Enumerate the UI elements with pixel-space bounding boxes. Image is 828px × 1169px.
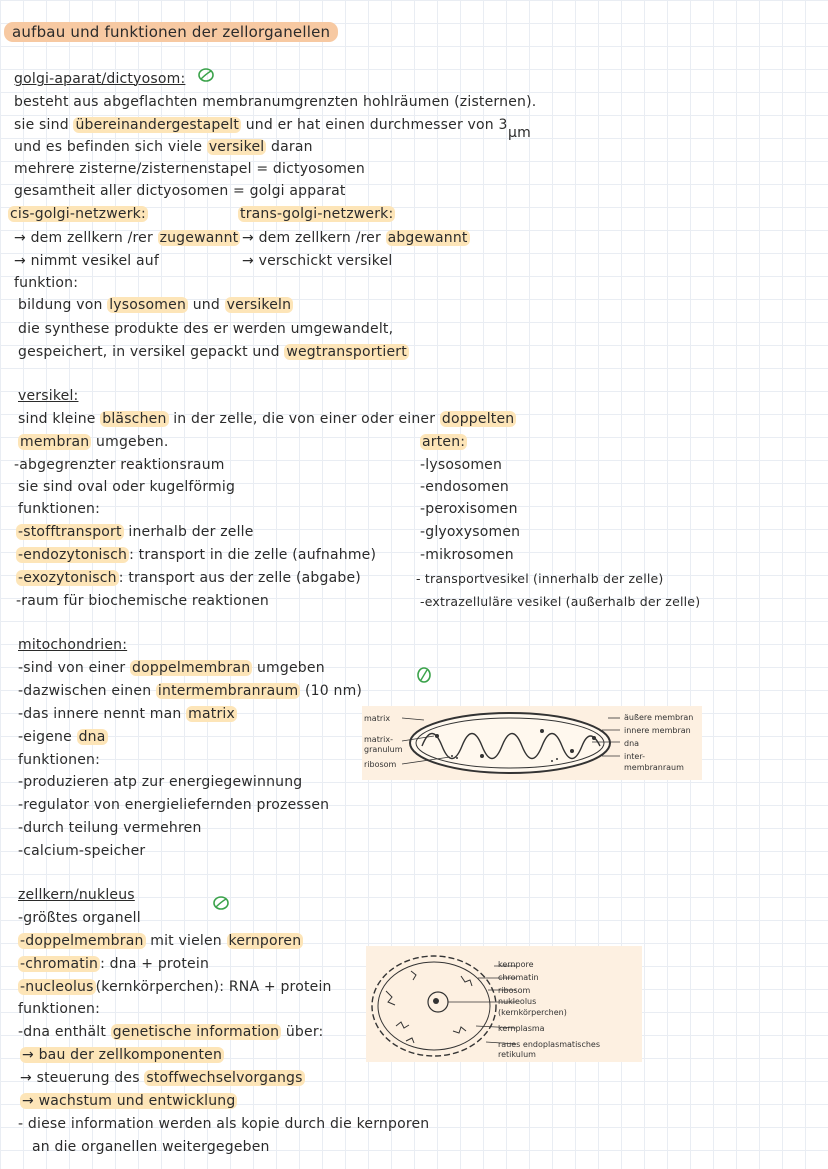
vesikel-func-1 <box>16 523 254 541</box>
nucleus-label-rer-1: raues endoplasmatisches <box>498 1040 601 1049</box>
vesikel-type-6: - transportvesikel (innerhalb der zelle) <box>416 571 664 586</box>
golgi-heading-text: golgi-aparat/dictyosom <box>14 71 181 87</box>
nucleus-l4a: -nucleolus <box>20 979 94 995</box>
vesikel-f3a: -exozytonisch <box>18 570 117 586</box>
page-title-text: aufbau und funktionen der zellorganellen <box>4 22 338 42</box>
golgi-line-1: besteht aus abgeflachten membranumgrenzten hohlräumen (zisternen). <box>14 94 537 110</box>
vesikel-l1b: bläschen <box>102 411 167 427</box>
mito-l4b: dna <box>78 729 106 745</box>
mito-line-4 <box>18 728 108 746</box>
mito-l3b: matrix <box>188 706 235 722</box>
mito-func-4: -calcium-speicher <box>18 843 146 859</box>
vesikel-l1c: in der zelle, die von einer oder einer <box>168 411 440 427</box>
vesikel-f3b: : transport aus der zelle (abgabe) <box>118 570 361 586</box>
golgi-line-2a: sie sind <box>14 117 74 133</box>
golgi-heading <box>14 70 185 88</box>
mito-l1b: doppelmembran <box>132 660 251 676</box>
nucleus-line-4 <box>18 978 332 996</box>
cis-heading-text: cis-golgi-netzwerk: <box>10 206 146 222</box>
leaf-icon <box>415 666 433 684</box>
cis-line-1b: zugewannt <box>159 230 239 246</box>
vesikel-l1a: sind kleine <box>18 411 101 427</box>
mito-label-intermembrane-2: membranraum <box>624 763 684 772</box>
cis-line-2: → nimmt vesikel auf <box>14 253 159 269</box>
mito-line-2 <box>18 682 362 700</box>
trans-line-1b: abgewannt <box>387 230 468 246</box>
vesikel-func-2 <box>16 546 376 564</box>
vesikel-type-1: -lysosomen <box>420 457 503 473</box>
nucleus-label-rer-2: retikulum <box>498 1050 536 1059</box>
golgi-function-1 <box>18 296 293 314</box>
cis-heading <box>8 205 148 223</box>
nucleus-l2b: mit vielen <box>145 933 227 949</box>
nucleus-func-label: funktionen: <box>18 1001 101 1017</box>
golgi-line-4: mehrere zisterne/zisternenstapel = dictyosomen <box>14 161 365 177</box>
nucleus-f1c: über: <box>281 1024 324 1040</box>
mito-heading: mitochondrien: <box>18 637 128 653</box>
golgi-line-3a: und es befinden sich viele <box>14 139 207 155</box>
vesikel-f1b: inerhalb der zelle <box>123 524 254 540</box>
golgi-f1d: versikeln <box>226 297 292 313</box>
vesikel-func-4: -raum für biochemische reaktionen <box>16 593 269 609</box>
nucleus-func-6: an die organellen weitergegeben <box>32 1139 270 1155</box>
trans-line-1a: → dem zellkern /rer <box>242 230 386 246</box>
nucleus-f4-text: → wachstum und entwicklung <box>22 1093 236 1109</box>
nucleus-l2c: kernporen <box>228 933 302 949</box>
trans-heading <box>238 205 395 223</box>
golgi-unit: μm <box>508 125 531 141</box>
vesikel-type-7: -extrazelluläre vesikel (außerhalb der zelle) <box>420 594 701 609</box>
golgi-heading-colon: : <box>180 71 186 87</box>
golgi-line-2b: übereinandergestapelt <box>75 117 240 133</box>
leaf-icon <box>197 66 215 84</box>
vesikel-left-2: sie sind oval oder kugelförmig <box>18 479 236 495</box>
vesikel-f2b: : transport in die zelle (aufnahme) <box>129 547 377 563</box>
vesikel-type-3: -peroxisomen <box>420 501 518 517</box>
mito-l3a: -das innere nennt man <box>18 706 187 722</box>
mito-l1a: -sind von einer <box>18 660 131 676</box>
vesikel-arten-text: arten: <box>422 434 466 450</box>
nucleus-l4b: (kernkörperchen): RNA + protein <box>95 979 332 995</box>
nucleus-line-2 <box>18 932 303 950</box>
nucleus-f3a: → steuerung des <box>20 1070 145 1086</box>
nucleus-heading: zellkern/nukleus <box>18 887 135 903</box>
mito-l2b: intermembranraum <box>157 683 299 699</box>
golgi-f1c: und <box>188 297 225 313</box>
trans-line-1 <box>242 229 470 247</box>
nucleus-label-ribosom: ribosom <box>498 986 531 995</box>
vesikel-left-3: funktionen: <box>18 501 101 517</box>
vesikel-left-1: -abgegrenzter reaktionsraum <box>14 457 225 473</box>
vesikel-f1a: -stofftransport <box>18 524 122 540</box>
vesikel-line-2 <box>18 433 168 451</box>
cis-line-1a: → dem zellkern /rer <box>14 230 158 246</box>
nucleus-f2-text: → bau der zellkomponenten <box>22 1047 223 1063</box>
golgi-line-3b: versikel <box>208 139 265 155</box>
golgi-line-5: gesamtheit aller dictyosomen = golgi apparat <box>14 183 346 199</box>
nucleus-line-3 <box>18 955 209 973</box>
golgi-line-3c: daran <box>266 139 313 155</box>
golgi-f1a: bildung von <box>18 297 108 313</box>
vesikel-l1d: doppelten <box>441 411 515 427</box>
mito-label-matrix-granulum-1: matrix- <box>364 735 393 744</box>
nucleus-label-chromatin: chromatin <box>498 973 539 982</box>
nucleus-line-1: -größtes organell <box>18 910 141 926</box>
mito-l2a: -dazwischen einen <box>18 683 156 699</box>
mito-l2c: (10 nm) <box>300 683 363 699</box>
trans-heading-text: trans-golgi-netzwerk: <box>240 206 394 222</box>
mito-line-1 <box>18 659 325 677</box>
vesikel-type-5: -mikrosomen <box>420 547 514 563</box>
nucleus-func-1 <box>18 1023 323 1041</box>
mito-label-matrix: matrix <box>364 714 391 723</box>
mito-l1c: umgeben <box>252 660 325 676</box>
page-title <box>4 23 338 41</box>
cis-line-1 <box>14 229 240 247</box>
nucleus-l3a: -chromatin <box>20 956 99 972</box>
mito-func-3: -durch teilung vermehren <box>18 820 202 836</box>
golgi-f3a: gespeichert, in versikel gepackt und <box>18 344 285 360</box>
nucleus-label-kernplasma: kernplasma <box>498 1024 545 1033</box>
vesikel-arten <box>420 433 467 451</box>
nucleus-l3b: : dna + protein <box>100 956 210 972</box>
vesikel-line-1 <box>18 410 516 428</box>
golgi-function-3 <box>18 343 409 361</box>
mito-func-label: funktionen: <box>18 752 101 768</box>
mito-label-dna: dna <box>624 739 640 748</box>
golgi-line-2c: und er hat einen durchmesser von 3 <box>241 117 508 133</box>
nucleus-label-kernkoerperchen: (kernkörperchen) <box>498 1008 567 1017</box>
vesikel-type-4: -glyoxysomen <box>420 524 521 540</box>
mito-l4a: -eigene <box>18 729 77 745</box>
vesikel-func-3 <box>16 569 361 587</box>
mito-label-matrix-granulum-2: granulum <box>364 745 403 754</box>
golgi-function-2: die synthese produkte des er werden umgewandelt, <box>18 321 394 337</box>
nucleus-f1a: -dna enthält <box>18 1024 111 1040</box>
mito-label-inner-membrane: innere membran <box>624 726 691 735</box>
nucleus-func-5: - diese information werden als kopie durch die kernporen <box>18 1116 430 1132</box>
leaf-icon <box>212 894 230 912</box>
nucleus-func-3 <box>20 1069 305 1087</box>
nucleus-func-4 <box>20 1092 237 1110</box>
nucleus-l2a: -doppelmembran <box>20 933 144 949</box>
mito-label-intermembrane-1: inter- <box>624 752 646 761</box>
nucleus-label-nukleolus: nukleolus <box>498 997 537 1006</box>
golgi-f3b: wegtransportiert <box>286 344 407 360</box>
nucleus-func-2 <box>20 1046 224 1064</box>
vesikel-f2a: -endozytonisch <box>18 547 128 563</box>
mito-line-3 <box>18 705 237 723</box>
mito-label-outer-membrane: äußere membran <box>624 713 694 722</box>
nucleus-f1b: genetische information <box>112 1024 280 1040</box>
golgi-function-label: funktion: <box>14 275 79 291</box>
golgi-line-3 <box>14 138 313 156</box>
mito-func-2: -regulator von energieliefernden prozessen <box>18 797 330 813</box>
nucleus-label-kernpore: kernpore <box>498 960 534 969</box>
trans-line-2: → verschickt versikel <box>242 253 393 269</box>
golgi-line-2 <box>14 116 508 134</box>
golgi-f1b: lysosomen <box>109 297 187 313</box>
mito-func-1: -produzieren atp zur energiegewinnung <box>18 774 303 790</box>
vesikel-l2b: umgeben. <box>91 434 169 450</box>
vesikel-heading: versikel: <box>18 388 79 404</box>
vesikel-l2a: membran <box>20 434 90 450</box>
mito-label-ribosom: ribosom <box>364 760 397 769</box>
vesikel-type-2: -endosomen <box>420 479 509 495</box>
nucleus-f3b: stoffwechselvorgangs <box>146 1070 303 1086</box>
